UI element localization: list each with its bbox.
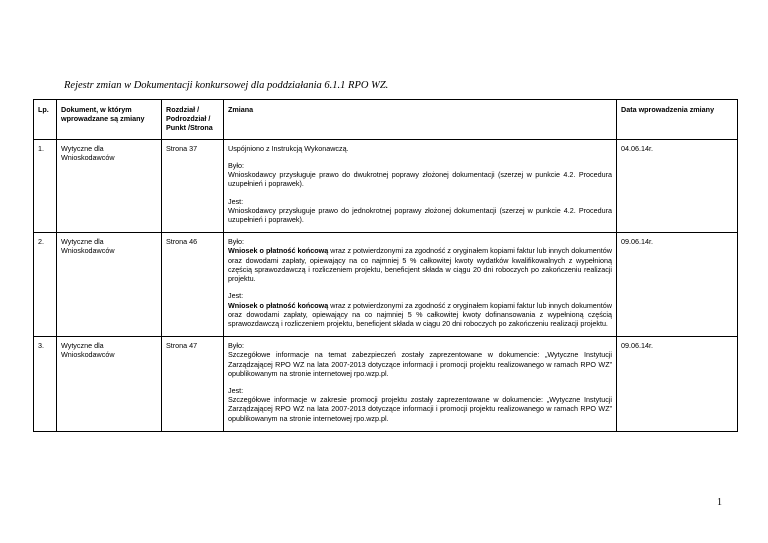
after-text: wraz z potwierdzonymi za zgodność z oryginałem kopiami faktur lub innych dokumentów oraz dowodami zapłaty, opiewający na co najmniej 5 % całkowitej kwoty dofinansowania z wypełnioną częścią sprawozdawczą i rozliczeniem projektu, beneficjent składa w ciągu 20 dni roboczych po zakończeniu realizacji projektu. [228,300,612,328]
row-section: Strona 47 [162,337,224,432]
row-lp: 2. [34,233,57,337]
after-label: Jest: [228,196,244,206]
change-after [228,291,612,328]
change-intro: Uspójniono z Instrukcją Wykonawczą. [228,143,349,153]
before-bold-text: Wniosek o płatność końcową [228,246,329,256]
row-section: Strona 37 [162,139,224,233]
row-lp: 3. [34,337,57,432]
page-number: 1 [717,497,722,508]
after-label: Jest: [228,386,244,396]
row-date: 09.06.14r. [617,337,738,432]
before-label: Było: [228,160,244,170]
table-row [34,233,738,337]
table-row [34,139,738,233]
after-label: Jest: [228,291,244,301]
table-header-row [34,100,738,140]
after-bold-text: Wniosek o płatność końcową [228,300,329,310]
row-section: Strona 46 [162,233,224,337]
row-date: 09.06.14r. [617,233,738,337]
change-before [228,341,612,378]
column-header-section: Rozdział / Podrozdział / Punkt /Strona [162,100,224,140]
row-change [224,233,617,337]
after-text: Szczegółowe informacje w zakresie promocji projektu zostały zaprezentowane w dokumencie: „Wytyczne Instytucji Zarządzającej RPO WZ na lata 2007-2013 dotyczące informacji i promocji projektu realizowanego w ramach RPO WZ” opublikowanym na stronie internetowej rpo.wzp.pl. [228,395,612,423]
row-date: 04.06.14r. [617,139,738,233]
before-text: Wnioskodawcy przysługuje prawo do dwukrotnej poprawy złożonej dokumentacji (szerzej w punkcie 4.2. Procedura uzupełnień i poprawek). [228,170,612,189]
change-register-table [33,99,738,432]
before-text: Szczegółowe informacje na temat zabezpieczeń zostały zaprezentowane w dokumencie: „Wytyczne Instytucji Zarządzającej RPO WZ na lata 2007-2013 dotyczące informacji i promocji projektu realizowanego w ramach RPO WZ” opublikowanym na stronie internetowej rpo.wzp.pl. [228,350,612,378]
change-before [228,161,612,189]
column-header-date: Data wprowadzenia zmiany [617,100,738,140]
column-header-lp: Lp. [34,100,57,140]
row-document: Wytyczne dla Wnioskodawców [57,139,162,233]
change-after [228,386,612,423]
before-label: Było: [228,237,244,247]
after-text: Wnioskodawcy przysługuje prawo do jednokrotnej poprawy złożonej dokumentacji (szerzej w punkcie 4.2. Procedura uzupełnień i poprawek). [228,205,612,224]
row-change [224,139,617,233]
document-title: Rejestr zmian w Dokumentacji konkursowej dla poddziałania 6.1.1 RPO WZ. [64,80,389,91]
change-after [228,197,612,225]
column-header-document: Dokument, w którym wprowadzane są zmiany [57,100,162,140]
row-document: Wytyczne dla Wnioskodawców [57,337,162,432]
before-label: Było: [228,341,244,351]
row-document: Wytyczne dla Wnioskodawców [57,233,162,337]
column-header-change: Zmiana [224,100,617,140]
table-row [34,337,738,432]
before-text: wraz z potwierdzonymi za zgodność z oryginałem kopiami faktur lub innych dokumentów oraz dowodami zapłaty, opiewający na co najmniej 5 % całkowitej kwoty wydatków kwalifikowalnych z wypełnioną częścią sprawozdawczą i rozliczeniem projektu, beneficjent składa w ciągu 20 dni roboczych po zakończeniu realizacji projektu. [228,246,612,284]
change-before [228,237,612,283]
row-lp: 1. [34,139,57,233]
row-change [224,337,617,432]
